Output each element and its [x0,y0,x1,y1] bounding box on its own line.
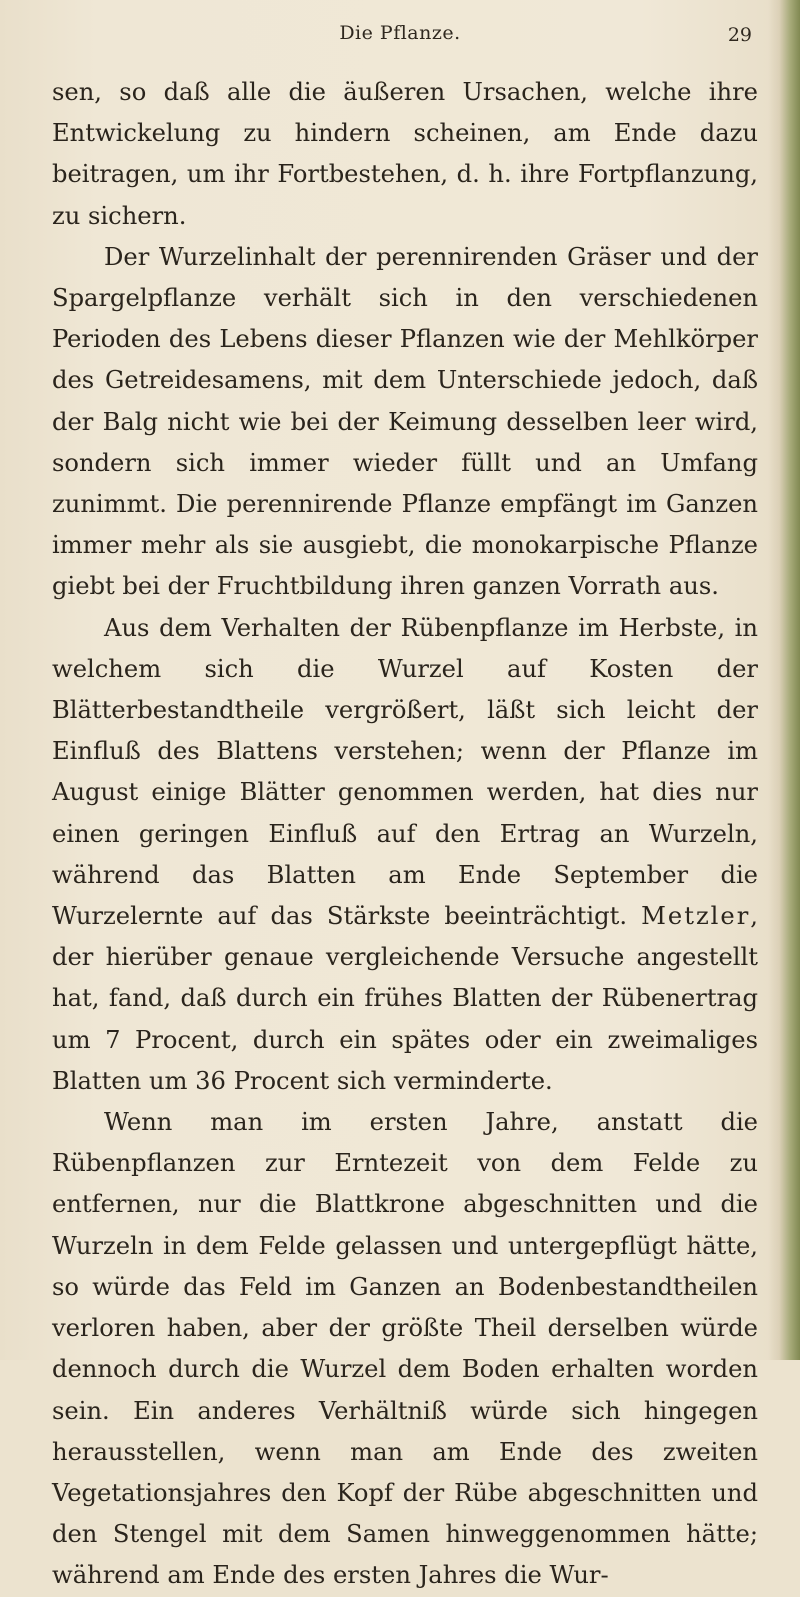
author-name: Metzler [641,902,751,931]
page-header [0,22,800,56]
paragraph-3-text-after: , der hierüber genaue vergleichende Versuche angestellt hat, fand, daß durch ein frühes Blatten der Rübenertrag um 7 Procent, durch ein spätes oder ein zweimaliges Blatten um 36 Procent sich verminderte. [52,902,758,1095]
page-number: 29 [727,24,752,46]
running-head: Die Pflanze. [339,22,461,44]
paragraph-3-text-before: Aus dem Verhalten der Rübenpflanze im Herbste, in welchem sich die Wurzel auf Kosten der Blätterbestandtheile vergrößert, läßt sich leicht der Einfluß des Blattens verstehen; wenn der Pflanze im August einige Blätter genommen werden, hat dies nur einen geringen Einfluß auf den Ertrag an Wurzeln, während das Blatten am Ende September die Wurzelernte auf das Stärkste beeinträchtigt. [52,613,758,931]
body-text [52,72,758,1597]
paragraph-2: Der Wurzelinhalt der perennirenden Gräser und der Spargelpflanze verhält sich in den verschiedenen Perioden des Lebens dieser Pflanzen wie der Mehlkörper des Getreidesamens, mit dem Unterschiede jedoch, daß der Balg nicht wie bei der Keimung desselben leer wird, sondern sich immer wieder füllt und an Umfang zunimmt. Die perennirende Pflanze empfängt im Ganzen immer mehr als sie ausgiebt, die monokarpische Pflanze giebt bei der Fruchtbildung ihren ganzen Vorrath aus. [52,242,758,601]
page-edge-shadow [768,0,800,1360]
paragraph-3 [52,608,758,1102]
paragraph-4: Wenn man im ersten Jahre, anstatt die Rübenpflanzen zur Erntezeit von dem Felde zu entfernen, nur die Blattkrone abgeschnitten und die Wurzeln in dem Felde gelassen und untergepflügt hätte, so würde das Feld im Ganzen an Bodenbestandtheilen verloren haben, aber der größte Theil derselben würde dennoch durch die Wurzel dem Boden erhalten worden sein. Ein anderes Verhältniß würde sich hingegen herausstellen, wenn man am Ende des zweiten Vegetationsjahres den Kopf der Rübe abgeschnitten und den Stengel mit dem Samen hinweggenommen hätte; während am Ende des ersten Jahres die Wur- [52,1108,758,1590]
paragraph-1: sen, so daß alle die äußeren Ursachen, welche ihre Entwickelung zu hindern scheinen, am Ende dazu beitragen, um ihr Fortbestehen, d. h. ihre Fortpflanzung, zu sichern. [52,78,758,230]
